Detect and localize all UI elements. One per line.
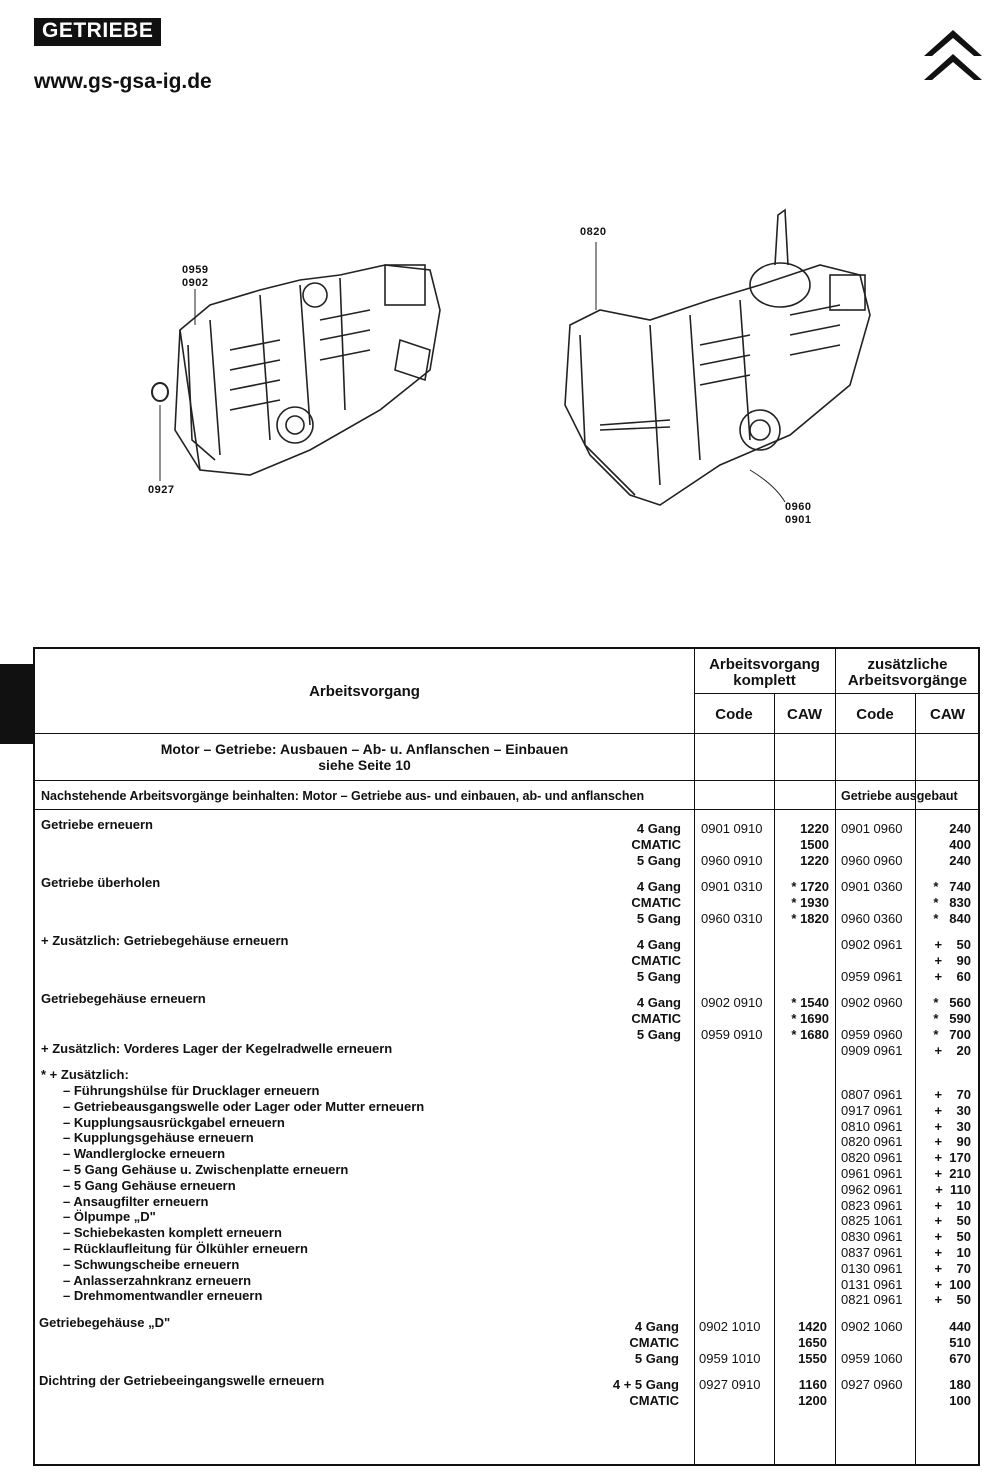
intro-text <box>35 741 694 773</box>
caw-additional: + 10 <box>934 1197 971 1213</box>
caw-additional: 670 <box>949 1351 971 1366</box>
caw-additional: * 840 <box>933 911 971 926</box>
code-complete: 0902 1010 <box>699 1319 761 1334</box>
code-additional: 0821 0961 <box>841 1292 903 1308</box>
caw-additional: + 60 <box>934 969 971 984</box>
code-additional: 0901 0360 <box>841 879 903 894</box>
extra-item-label: – Getriebeausgangswelle oder Lager oder Mutter erneuern <box>63 1098 425 1114</box>
caw-complete: 1220 <box>800 821 829 836</box>
caw-complete: 1220 <box>800 853 829 868</box>
header-caw-complete: CAW <box>787 706 822 723</box>
caw-complete: * 1820 <box>791 911 829 926</box>
caw-additional: + 170 <box>934 1150 971 1166</box>
code-complete: 0902 0910 <box>701 995 763 1010</box>
caw-additional: + 50 <box>934 937 971 952</box>
extra-item-label: – Kupplungsgehäuse erneuern <box>63 1130 254 1146</box>
caw-additional: 510 <box>949 1335 971 1350</box>
caw-additional: + 70 <box>934 1260 971 1276</box>
caw-additional: * 740 <box>933 879 971 894</box>
variant-label: 5 Gang <box>636 1027 681 1042</box>
caw-additional: + 10 <box>934 1245 971 1260</box>
variant-label: 4 Gang <box>636 937 681 952</box>
operation-label: Getriebe überholen <box>41 875 161 890</box>
operation-label: + Zusätzlich: Getriebegehäuse erneuern <box>41 933 289 948</box>
code-additional: 0830 0961 <box>841 1229 903 1245</box>
caw-additional: + 50 <box>934 1229 971 1245</box>
caw-complete: 1200 <box>798 1393 827 1408</box>
code-additional: 0901 0960 <box>841 821 903 836</box>
intro-line-1: Motor – Getriebe: Ausbauen – Ab- u. Anflanschen – Einbauen <box>160 741 569 757</box>
code-complete: 0901 0910 <box>701 821 763 836</box>
header-code-complete: Code <box>715 706 753 723</box>
variant-label: CMATIC <box>631 1011 681 1026</box>
labor-operations-table <box>33 647 980 1466</box>
caw-complete: * 1930 <box>791 895 829 910</box>
variant-label: 4 Gang <box>636 821 681 836</box>
caw-additional: * 590 <box>933 1011 971 1026</box>
caw-additional: + 30 <box>934 1102 971 1118</box>
extra-item-label: – Ölpumpe „D" <box>63 1209 156 1225</box>
callout-leaders-left <box>150 285 210 485</box>
variant-label: 4 Gang <box>634 1319 679 1334</box>
code-additional: 0960 0960 <box>841 853 903 868</box>
double-chevron-logo <box>922 26 984 82</box>
code-additional: 0902 0961 <box>841 937 903 952</box>
code-additional: 0961 0961 <box>841 1166 903 1181</box>
extra-item-label: – Führungshülse für Drucklager erneuern <box>63 1083 320 1098</box>
operation-label: Getriebegehäuse „D" <box>39 1315 171 1330</box>
variant-label: 4 + 5 Gang <box>612 1377 679 1392</box>
caw-additional: 400 <box>949 837 971 852</box>
caw-additional: + 90 <box>934 953 971 968</box>
caw-additional: + 50 <box>934 1292 971 1308</box>
code-additional: 0909 0961 <box>841 1043 903 1058</box>
caw-additional: + 30 <box>934 1118 971 1134</box>
caw-additional: 100 <box>949 1393 971 1408</box>
extra-item-label: – Drehmomentwandler erneuern <box>63 1288 263 1304</box>
caw-complete: 1550 <box>798 1351 827 1366</box>
caw-additional: + 100 <box>934 1276 971 1292</box>
header-caw-additional: CAW <box>930 706 965 723</box>
extra-item-label: – Wandlerglocke erneuern <box>63 1146 226 1162</box>
code-complete: 0927 0910 <box>699 1377 761 1392</box>
extras-title: * + Zusätzlich: <box>41 1067 129 1082</box>
header-code-additional: Code <box>856 706 894 723</box>
code-additional: 0820 0961 <box>841 1134 903 1150</box>
caw-additional: * 830 <box>933 895 971 910</box>
extra-item-label: – Kupplungsausrückgabel erneuern <box>63 1114 285 1130</box>
callout-0959: 0959 <box>182 264 209 276</box>
caw-additional: + 90 <box>934 1134 971 1150</box>
code-complete: 0959 0910 <box>701 1027 763 1042</box>
extra-item-label: – Rücklaufleitung für Ölkühler erneuern <box>63 1241 308 1256</box>
caw-additional: 240 <box>949 853 971 868</box>
code-additional: 0820 0961 <box>841 1150 903 1166</box>
operation-label: Getriebegehäuse erneuern <box>41 991 206 1006</box>
header-group-complete <box>694 657 835 689</box>
section-tab-marker <box>0 664 33 744</box>
header-group-additional-l2: Arbeitsvorgänge <box>847 672 968 689</box>
code-additional: 0837 0961 <box>841 1245 903 1260</box>
operation-label: + Zusätzlich: Vorderes Lager der Kegelradwelle erneuern <box>41 1041 393 1056</box>
code-additional: 0810 0961 <box>841 1118 903 1134</box>
website-url: www.gs-gsa-ig.de <box>34 70 212 93</box>
variant-label: CMATIC <box>629 1393 679 1408</box>
intro-line-2: siehe Seite 10 <box>318 757 411 773</box>
code-additional: 0807 0961 <box>841 1087 903 1102</box>
caw-additional: + 70 <box>934 1087 971 1102</box>
header-group-additional <box>835 657 980 689</box>
code-complete: 0960 0310 <box>701 911 763 926</box>
operation-label: Getriebe erneuern <box>41 817 153 832</box>
variant-label: 5 Gang <box>636 969 681 984</box>
variant-label: CMATIC <box>629 1335 679 1350</box>
caw-complete: 1500 <box>800 837 829 852</box>
code-additional: 0960 0360 <box>841 911 903 926</box>
extra-item-label: – 5 Gang Gehäuse erneuern <box>63 1177 236 1193</box>
variant-label: 4 Gang <box>636 879 681 894</box>
code-additional: 0962 0961 <box>841 1181 903 1197</box>
extra-item-label: – Ansaugfilter erneuern <box>63 1193 209 1209</box>
code-additional: 0823 0961 <box>841 1197 903 1213</box>
note-text: Nachstehende Arbeitsvorgänge beinhalten: Motor – Getriebe aus- und einbauen, ab- und anflanschen <box>41 789 645 803</box>
code-additional: 0131 0961 <box>841 1276 903 1292</box>
caw-complete: 1160 <box>798 1377 827 1392</box>
caw-additional: 180 <box>949 1377 971 1392</box>
caw-complete: * 1540 <box>791 995 829 1010</box>
code-additional: 0959 1060 <box>841 1351 903 1366</box>
variant-label: 5 Gang <box>636 853 681 868</box>
callout-leaders-right <box>590 240 800 510</box>
header-group-additional-l1: zusätzliche <box>867 656 948 673</box>
code-additional: 0959 0961 <box>841 969 903 984</box>
variant-label: CMATIC <box>631 837 681 852</box>
header-group-complete-l1: Arbeitsvorgang <box>709 656 820 673</box>
callout-0960: 0960 <box>785 501 812 513</box>
code-additional: 0130 0961 <box>841 1260 903 1276</box>
variant-label: CMATIC <box>631 953 681 968</box>
callout-0820: 0820 <box>580 226 607 238</box>
variant-label: 5 Gang <box>636 911 681 926</box>
code-complete: 0960 0910 <box>701 853 763 868</box>
extra-item-label: – Anlasserzahnkranz erneuern <box>63 1272 252 1288</box>
variant-label: 4 Gang <box>636 995 681 1010</box>
caw-additional: 440 <box>949 1319 971 1334</box>
code-additional: 0902 1060 <box>841 1319 903 1334</box>
note-right-text: Getriebe ausgebaut <box>841 789 958 803</box>
header-arbeitsvorgang: Arbeitsvorgang <box>309 683 420 700</box>
caw-complete: 1420 <box>798 1319 827 1334</box>
caw-additional: + 210 <box>934 1166 971 1181</box>
caw-complete: * 1680 <box>791 1027 829 1042</box>
caw-additional: * 560 <box>933 995 971 1010</box>
code-additional: 0927 0960 <box>841 1377 903 1392</box>
caw-complete: 1650 <box>798 1335 827 1350</box>
extra-item-label: – 5 Gang Gehäuse u. Zwischenplatte erneuern <box>63 1162 349 1177</box>
code-additional: 0902 0960 <box>841 995 903 1010</box>
operation-label: Dichtring der Getriebeeingangswelle erneuern <box>39 1373 325 1388</box>
code-additional: 0917 0961 <box>841 1102 903 1118</box>
caw-additional: + 110 <box>935 1181 971 1197</box>
callout-0927: 0927 <box>148 484 175 496</box>
code-complete: 0959 1010 <box>699 1351 761 1366</box>
header-group-complete-l2: komplett <box>733 672 796 689</box>
callout-0902: 0902 <box>182 277 209 289</box>
caw-complete: * 1720 <box>791 879 829 894</box>
variant-label: 5 Gang <box>634 1351 679 1366</box>
code-additional: 0959 0960 <box>841 1027 903 1042</box>
caw-additional: + 50 <box>934 1213 971 1229</box>
section-badge: GETRIEBE <box>34 18 161 46</box>
extra-item-label: – Schwungscheibe erneuern <box>63 1256 240 1272</box>
variant-label: CMATIC <box>631 895 681 910</box>
caw-additional: 240 <box>949 821 971 836</box>
code-complete: 0901 0310 <box>701 879 763 894</box>
code-additional: 0825 1061 <box>841 1213 903 1229</box>
callout-0901: 0901 <box>785 514 812 526</box>
caw-additional: + 20 <box>934 1043 971 1058</box>
extra-item-label: – Schiebekasten komplett erneuern <box>63 1225 282 1241</box>
caw-additional: * 700 <box>933 1027 971 1042</box>
caw-complete: * 1690 <box>791 1011 829 1026</box>
